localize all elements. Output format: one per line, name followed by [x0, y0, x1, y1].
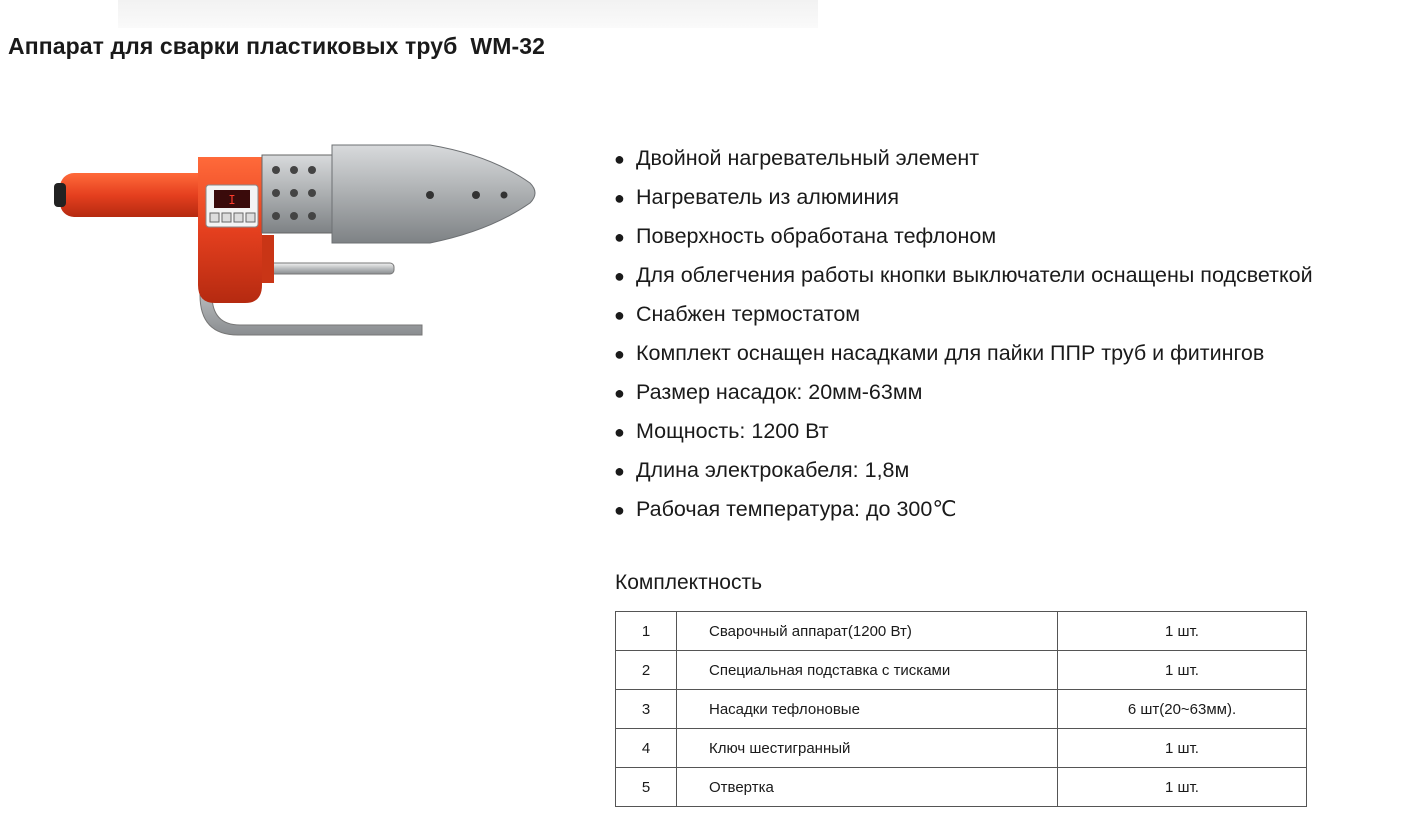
item-name: Специальная подставка с тисками — [677, 651, 1058, 690]
page-title: Аппарат для сварки пластиковых труб WM-32 — [8, 33, 546, 59]
svg-text:I: I — [228, 193, 236, 207]
bullet-icon: ● — [614, 188, 625, 208]
bullet-icon: ● — [614, 305, 625, 325]
row-number: 1 — [616, 612, 677, 651]
bullet-icon: ● — [614, 422, 625, 442]
table-row — [616, 690, 1307, 729]
bullet-icon: ● — [614, 227, 625, 247]
top-strip — [118, 0, 818, 28]
table-row — [616, 768, 1307, 807]
bullet-icon: ● — [614, 344, 625, 364]
list-item: ● Поверхность обработана тефлоном — [614, 217, 1313, 256]
list-item: ● Рабочая температура: до 300℃ — [614, 490, 1313, 529]
table-row — [616, 729, 1307, 768]
bullet-icon: ● — [614, 149, 625, 169]
item-quantity: 6 шт(20~63мм). — [1058, 690, 1307, 729]
item-quantity: 1 шт. — [1058, 729, 1307, 768]
kit-heading: Комплектность — [615, 571, 763, 594]
row-number: 4 — [616, 729, 677, 768]
list-item: ● Для облегчения работы кнопки выключатели оснащены подсветкой — [614, 256, 1313, 295]
welding-machine-icon — [50, 135, 540, 345]
item-quantity: 1 шт. — [1058, 768, 1307, 807]
kit-table — [615, 611, 1307, 807]
bullet-icon: ● — [614, 266, 625, 286]
feature-list — [614, 139, 1313, 529]
table-row — [616, 651, 1307, 690]
item-name: Отвертка — [677, 768, 1058, 807]
item-quantity: 1 шт. — [1058, 651, 1307, 690]
bullet-icon: ● — [614, 383, 625, 403]
item-name: Сварочный аппарат(1200 Вт) — [677, 612, 1058, 651]
list-item: ● Снабжен термостатом — [614, 295, 1313, 334]
list-item: ● Нагреватель из алюминия — [614, 178, 1313, 217]
list-item: ● Комплект оснащен насадками для пайки ППР труб и фитингов — [614, 334, 1313, 373]
list-item: ● Размер насадок: 20мм-63мм — [614, 373, 1313, 412]
item-name: Насадки тефлоновые — [677, 690, 1058, 729]
bullet-icon: ● — [614, 500, 625, 520]
table-row — [616, 612, 1307, 651]
row-number: 5 — [616, 768, 677, 807]
item-quantity: 1 шт. — [1058, 612, 1307, 651]
row-number: 3 — [616, 690, 677, 729]
list-item: ● Длина электрокабеля: 1,8м — [614, 451, 1313, 490]
list-item: ● Мощность: 1200 Вт — [614, 412, 1313, 451]
list-item: ● Двойной нагревательный элемент — [614, 139, 1313, 178]
bullet-icon: ● — [614, 461, 625, 481]
item-name: Ключ шестигранный — [677, 729, 1058, 768]
row-number: 2 — [616, 651, 677, 690]
